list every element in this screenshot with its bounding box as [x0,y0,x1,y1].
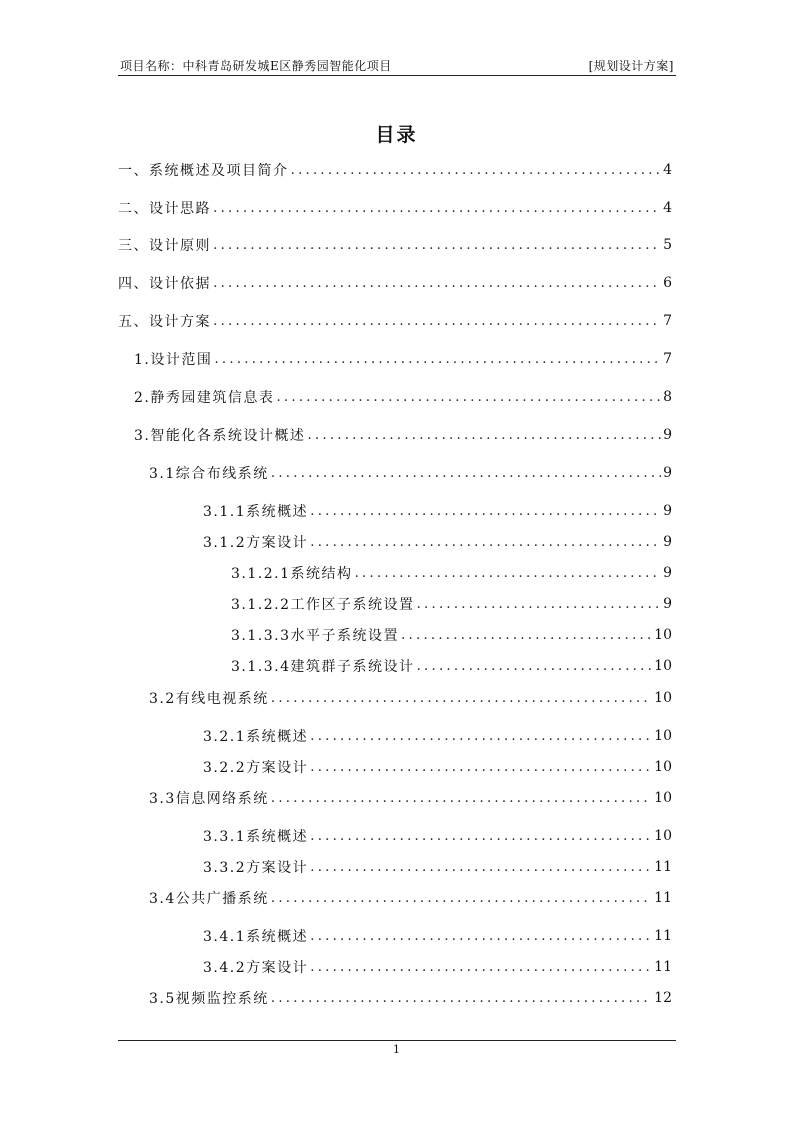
toc-leader-dots [401,627,652,643]
toc-entry[interactable] [203,956,672,978]
toc-leader-dots [307,427,661,443]
toc-entry-text: 五、设计方案 [118,314,211,330]
toc-entry-page: 4 [663,162,672,178]
toc-entry[interactable] [203,825,672,847]
toc-title: 目录 [375,124,418,146]
toc-entry-text: 1.设计范围 [134,352,213,368]
toc-leader-dots [310,859,652,875]
toc-entry-page: 9 [663,503,672,519]
toc-entry-page: 9 [663,565,672,581]
toc-entry-page: 10 [654,658,672,674]
toc-entry-page: 8 [663,389,672,405]
toc-entry-page: 7 [663,351,672,367]
toc-leader-dots [213,200,661,216]
toc-entry-page: 11 [654,928,672,944]
toc-entry-text: 3.1综合布线系统 [149,466,269,482]
toc-entry-page: 9 [663,427,672,443]
footer-divider [118,1040,676,1041]
toc-entry-text: 3.4.2方案设计 [203,960,309,976]
toc-entry-page: 10 [654,627,672,643]
toc-entry-text: 3.3.2方案设计 [203,860,309,876]
toc-leader-dots [416,658,652,674]
toc-entry-text: 3.1.1系统概述 [203,504,309,520]
document-type: [规划设计方案] [588,59,674,73]
toc-entry-page: 5 [663,237,672,253]
toc-entry-page: 11 [654,859,672,875]
toc-entry-text: 3.1.2.1系统结构 [231,566,353,582]
toc-entry[interactable] [203,756,672,778]
toc-leader-dots [271,790,652,806]
toc-entry-text: 3.4公共广播系统 [149,891,269,907]
toc-entry[interactable] [149,462,672,484]
toc-entry[interactable] [149,987,672,1009]
toc-entry[interactable] [231,624,672,646]
toc-entry[interactable] [203,500,672,522]
toc-leader-dots [310,728,652,744]
toc-entry[interactable] [149,887,672,909]
toc-entry-page: 10 [654,728,672,744]
toc-entry[interactable] [149,687,672,709]
toc-leader-dots [213,313,661,329]
toc-entry[interactable] [231,562,672,584]
toc-entry[interactable] [118,272,672,294]
toc-entry[interactable] [134,424,672,446]
toc-leader-dots [310,959,652,975]
toc-entry-page: 4 [663,200,672,216]
toc-entry-text: 2.静秀园建筑信息表 [134,390,275,406]
toc-entry-page: 9 [663,534,672,550]
toc-leader-dots [310,534,661,550]
toc-entry-text: 3.5视频监控系统 [149,991,269,1007]
toc-entry-text: 3.2.1系统概述 [203,729,309,745]
toc-entry-page: 7 [663,313,672,329]
toc-entry[interactable] [149,787,672,809]
toc-entry-text: 一、系统概述及项目简介 [118,163,289,179]
toc-leader-dots [271,990,652,1006]
toc-leader-dots [276,389,661,405]
toc-entry-page: 10 [654,690,672,706]
toc-entry[interactable] [231,593,672,615]
toc-entry[interactable] [231,655,672,677]
toc-entry[interactable] [203,725,672,747]
toc-leader-dots [310,828,652,844]
toc-entry[interactable] [203,856,672,878]
page-number: 1 [393,1043,400,1056]
toc-entry-page: 11 [654,890,672,906]
toc-entry-page: 12 [654,990,672,1006]
toc-entry[interactable] [118,234,672,256]
toc-entry-text: 3.1.2方案设计 [203,535,309,551]
toc-entry[interactable] [118,310,672,332]
toc-leader-dots [310,759,652,775]
toc-entry-page: 11 [654,959,672,975]
toc-entry-text: 3.智能化各系统设计概述 [134,428,306,444]
toc-leader-dots [271,890,652,906]
toc-entry-text: 3.1.3.3水平子系统设置 [231,628,399,644]
toc-entry-page: 10 [654,828,672,844]
toc-leader-dots [271,465,661,481]
toc-leader-dots [291,162,662,178]
toc-entry-page: 9 [663,465,672,481]
header-divider [118,75,676,76]
toc-leader-dots [416,596,661,612]
project-name: 项目名称：中科青岛研发城E区静秀园智能化项目 [120,59,392,73]
toc-entry-text: 3.4.1系统概述 [203,929,309,945]
toc-entry-text: 3.2.2方案设计 [203,760,309,776]
toc-leader-dots [213,237,661,253]
toc-leader-dots [354,565,661,581]
page-header [118,55,676,75]
toc-entry-page: 6 [663,275,672,291]
toc-leader-dots [310,503,661,519]
toc-entry-text: 3.1.2.2工作区子系统设置 [231,597,415,613]
toc-entry-text: 四、设计依据 [118,276,211,292]
toc-leader-dots [213,275,661,291]
toc-entry[interactable] [134,348,672,370]
toc-entry-text: 二、设计思路 [118,201,211,217]
toc-entry-text: 3.3信息网络系统 [149,791,269,807]
toc-entry-text: 三、设计原则 [118,238,211,254]
toc-entry-text: 3.2有线电视系统 [149,691,269,707]
toc-entry[interactable] [134,386,672,408]
toc-entry-text: 3.1.3.4建筑群子系统设计 [231,659,415,675]
toc-entry[interactable] [203,925,672,947]
toc-leader-dots [271,690,652,706]
toc-entry-page: 9 [663,596,672,612]
toc-leader-dots [310,928,652,944]
toc-entry-page: 10 [654,790,672,806]
toc-entry[interactable] [118,197,672,219]
toc-entry-page: 10 [654,759,672,775]
toc-leader-dots [214,351,661,367]
toc-entry-text: 3.3.1系统概述 [203,829,309,845]
toc-entry[interactable] [118,159,672,181]
toc-entry[interactable] [203,531,672,553]
